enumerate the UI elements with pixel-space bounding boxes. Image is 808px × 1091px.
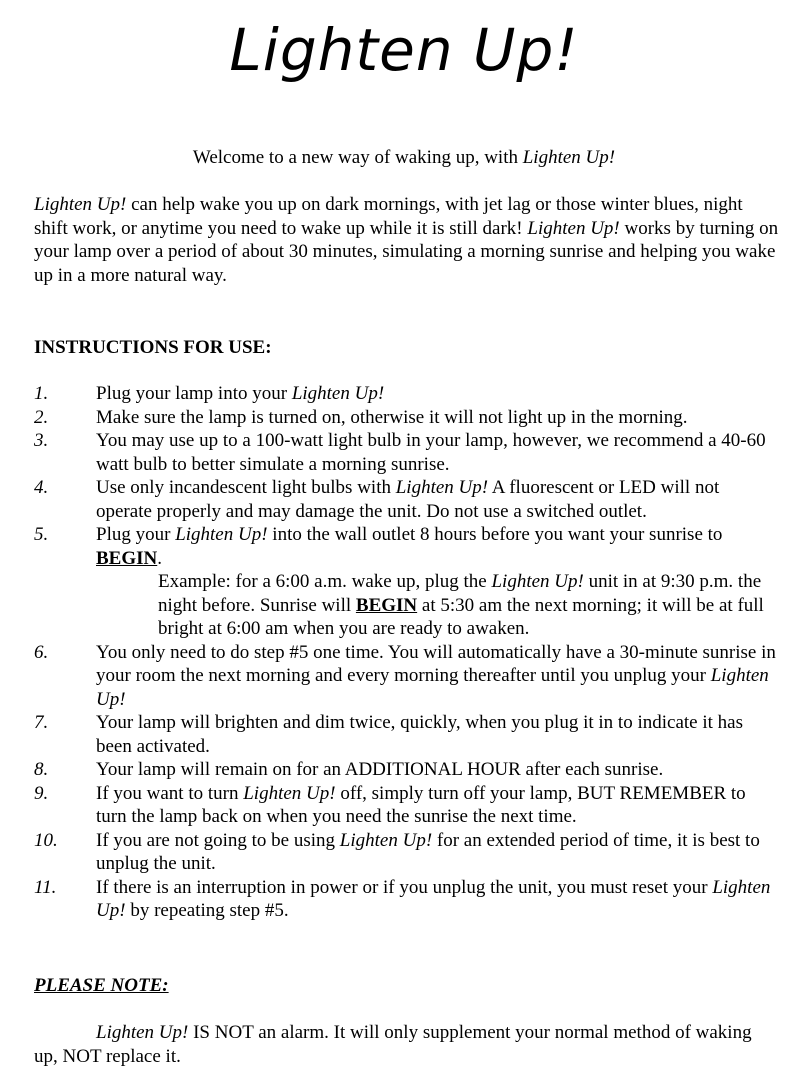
list-item — [34, 782, 779, 829]
step-number: 9. — [34, 782, 49, 804]
example-text: at 5:30 am the next morning; it will be at full bright at 6:00 am when you are ready to awaken. — [158, 594, 764, 639]
step-text: off, simply turn off your lamp, BUT REMEMBER to turn the lamp back on when you need the sunrise the next time. — [96, 782, 746, 827]
step-number: 1. — [34, 383, 49, 404]
step-text: If there is an interruption in power or if you unplug the unit, you must reset your — [96, 876, 713, 898]
product-name: Lighten Up! — [96, 876, 771, 921]
welcome-line — [0, 146, 808, 170]
note-heading: PLEASE NOTE: — [34, 975, 169, 996]
list-item — [34, 406, 779, 430]
list-item — [34, 711, 779, 758]
note-paragraph — [34, 1021, 779, 1068]
step-text: A fluorescent or LED will not operate properly and may damage the unit. Do not use a switched outlet. — [96, 477, 720, 522]
product-name: Lighten Up! — [243, 782, 336, 804]
step-text: Plug your lamp into your — [96, 383, 292, 404]
intro-text-1: can help wake you up on dark mornings, with jet lag or those winter blues, night shift work, or anytime you need to wake up while it is still dark! — [34, 194, 743, 239]
step-text: . — [157, 547, 162, 569]
step-number: 7. — [34, 712, 49, 733]
step-text: Plug your — [96, 524, 176, 545]
step-number: 4. — [34, 477, 49, 498]
step-number: 6. — [34, 641, 49, 663]
list-item — [34, 758, 779, 782]
welcome-text: Welcome to a new way of waking up, with — [192, 147, 523, 168]
product-name: Lighten Up! — [395, 477, 489, 498]
step-text: by repeating step #5. — [125, 900, 289, 921]
page-title: Lighten Up! — [229, 16, 579, 84]
list-item — [34, 829, 779, 876]
step-text: Make sure the lamp is turned on, otherwise it will not light up in the morning. — [96, 406, 688, 428]
list-item — [34, 641, 779, 712]
instructions-heading: INSTRUCTIONS FOR USE: — [34, 337, 272, 358]
example-paragraph — [96, 570, 779, 641]
product-name: Lighten Up! — [339, 829, 433, 851]
instructions-list — [34, 382, 779, 923]
note-text: IS NOT an alarm. It will only supplement your normal method of waking up, NOT replace it. — [34, 1022, 752, 1067]
list-item — [34, 876, 779, 923]
step-number: 2. — [34, 406, 49, 428]
step-number: 8. — [34, 759, 49, 780]
list-item — [34, 476, 779, 523]
step-number: 10. — [34, 829, 58, 851]
step-text: Your lamp will remain on for an ADDITIONAL HOUR after each sunrise. — [96, 759, 664, 780]
product-name: Lighten Up! — [96, 1022, 189, 1043]
step-text: Your lamp will brighten and dim twice, quickly, when you plug it in to indicate it has been activated. — [96, 712, 743, 757]
step-text: If you are not going to be using — [96, 829, 340, 851]
step-text: into the wall outlet 8 hours before you want your sunrise to — [267, 524, 723, 545]
step-text: for an extended period of time, it is best to unplug the unit. — [96, 829, 760, 874]
step-number: 5. — [34, 524, 49, 545]
begin-emphasis: BEGIN — [96, 547, 158, 569]
step-text: You only need to do step #5 one time. You will automatically have a 30-minute sunrise in your room the next morning and every morning thereafter until you unplug your — [96, 641, 776, 686]
product-name: Lighten Up! — [491, 571, 584, 592]
list-item — [34, 523, 779, 641]
product-name: Lighten Up! — [175, 524, 268, 545]
step-number: 11. — [34, 876, 57, 898]
intro-paragraph — [34, 193, 779, 287]
intro-text-2: works by turning on your lamp over a period of about 30 minutes, simulating a morning sunrise and helping you wake up in a more natural way. — [34, 217, 779, 286]
step-number: 3. — [34, 430, 49, 451]
step-text: Use only incandescent light bulbs with — [96, 477, 396, 498]
product-name: Lighten Up! — [291, 383, 385, 404]
begin-emphasis: BEGIN — [355, 594, 418, 616]
product-name: Lighten Up! — [96, 665, 769, 710]
product-name: Lighten Up! — [527, 217, 620, 239]
step-text: If you want to turn — [96, 782, 244, 804]
product-name: Lighten Up! — [34, 194, 127, 215]
list-item — [34, 429, 779, 476]
example-text: Example: for a 6:00 a.m. wake up, plug the — [158, 571, 492, 592]
product-name: Lighten Up! — [522, 147, 616, 168]
step-text: You may use up to a 100-watt light bulb in your lamp, however, we recommend a 40-60 watt bulb to better simulate a morning sunrise. — [96, 430, 766, 475]
example-text: unit in at 9:30 p.m. the night before. Sunrise will — [158, 571, 762, 616]
list-item — [34, 382, 779, 406]
